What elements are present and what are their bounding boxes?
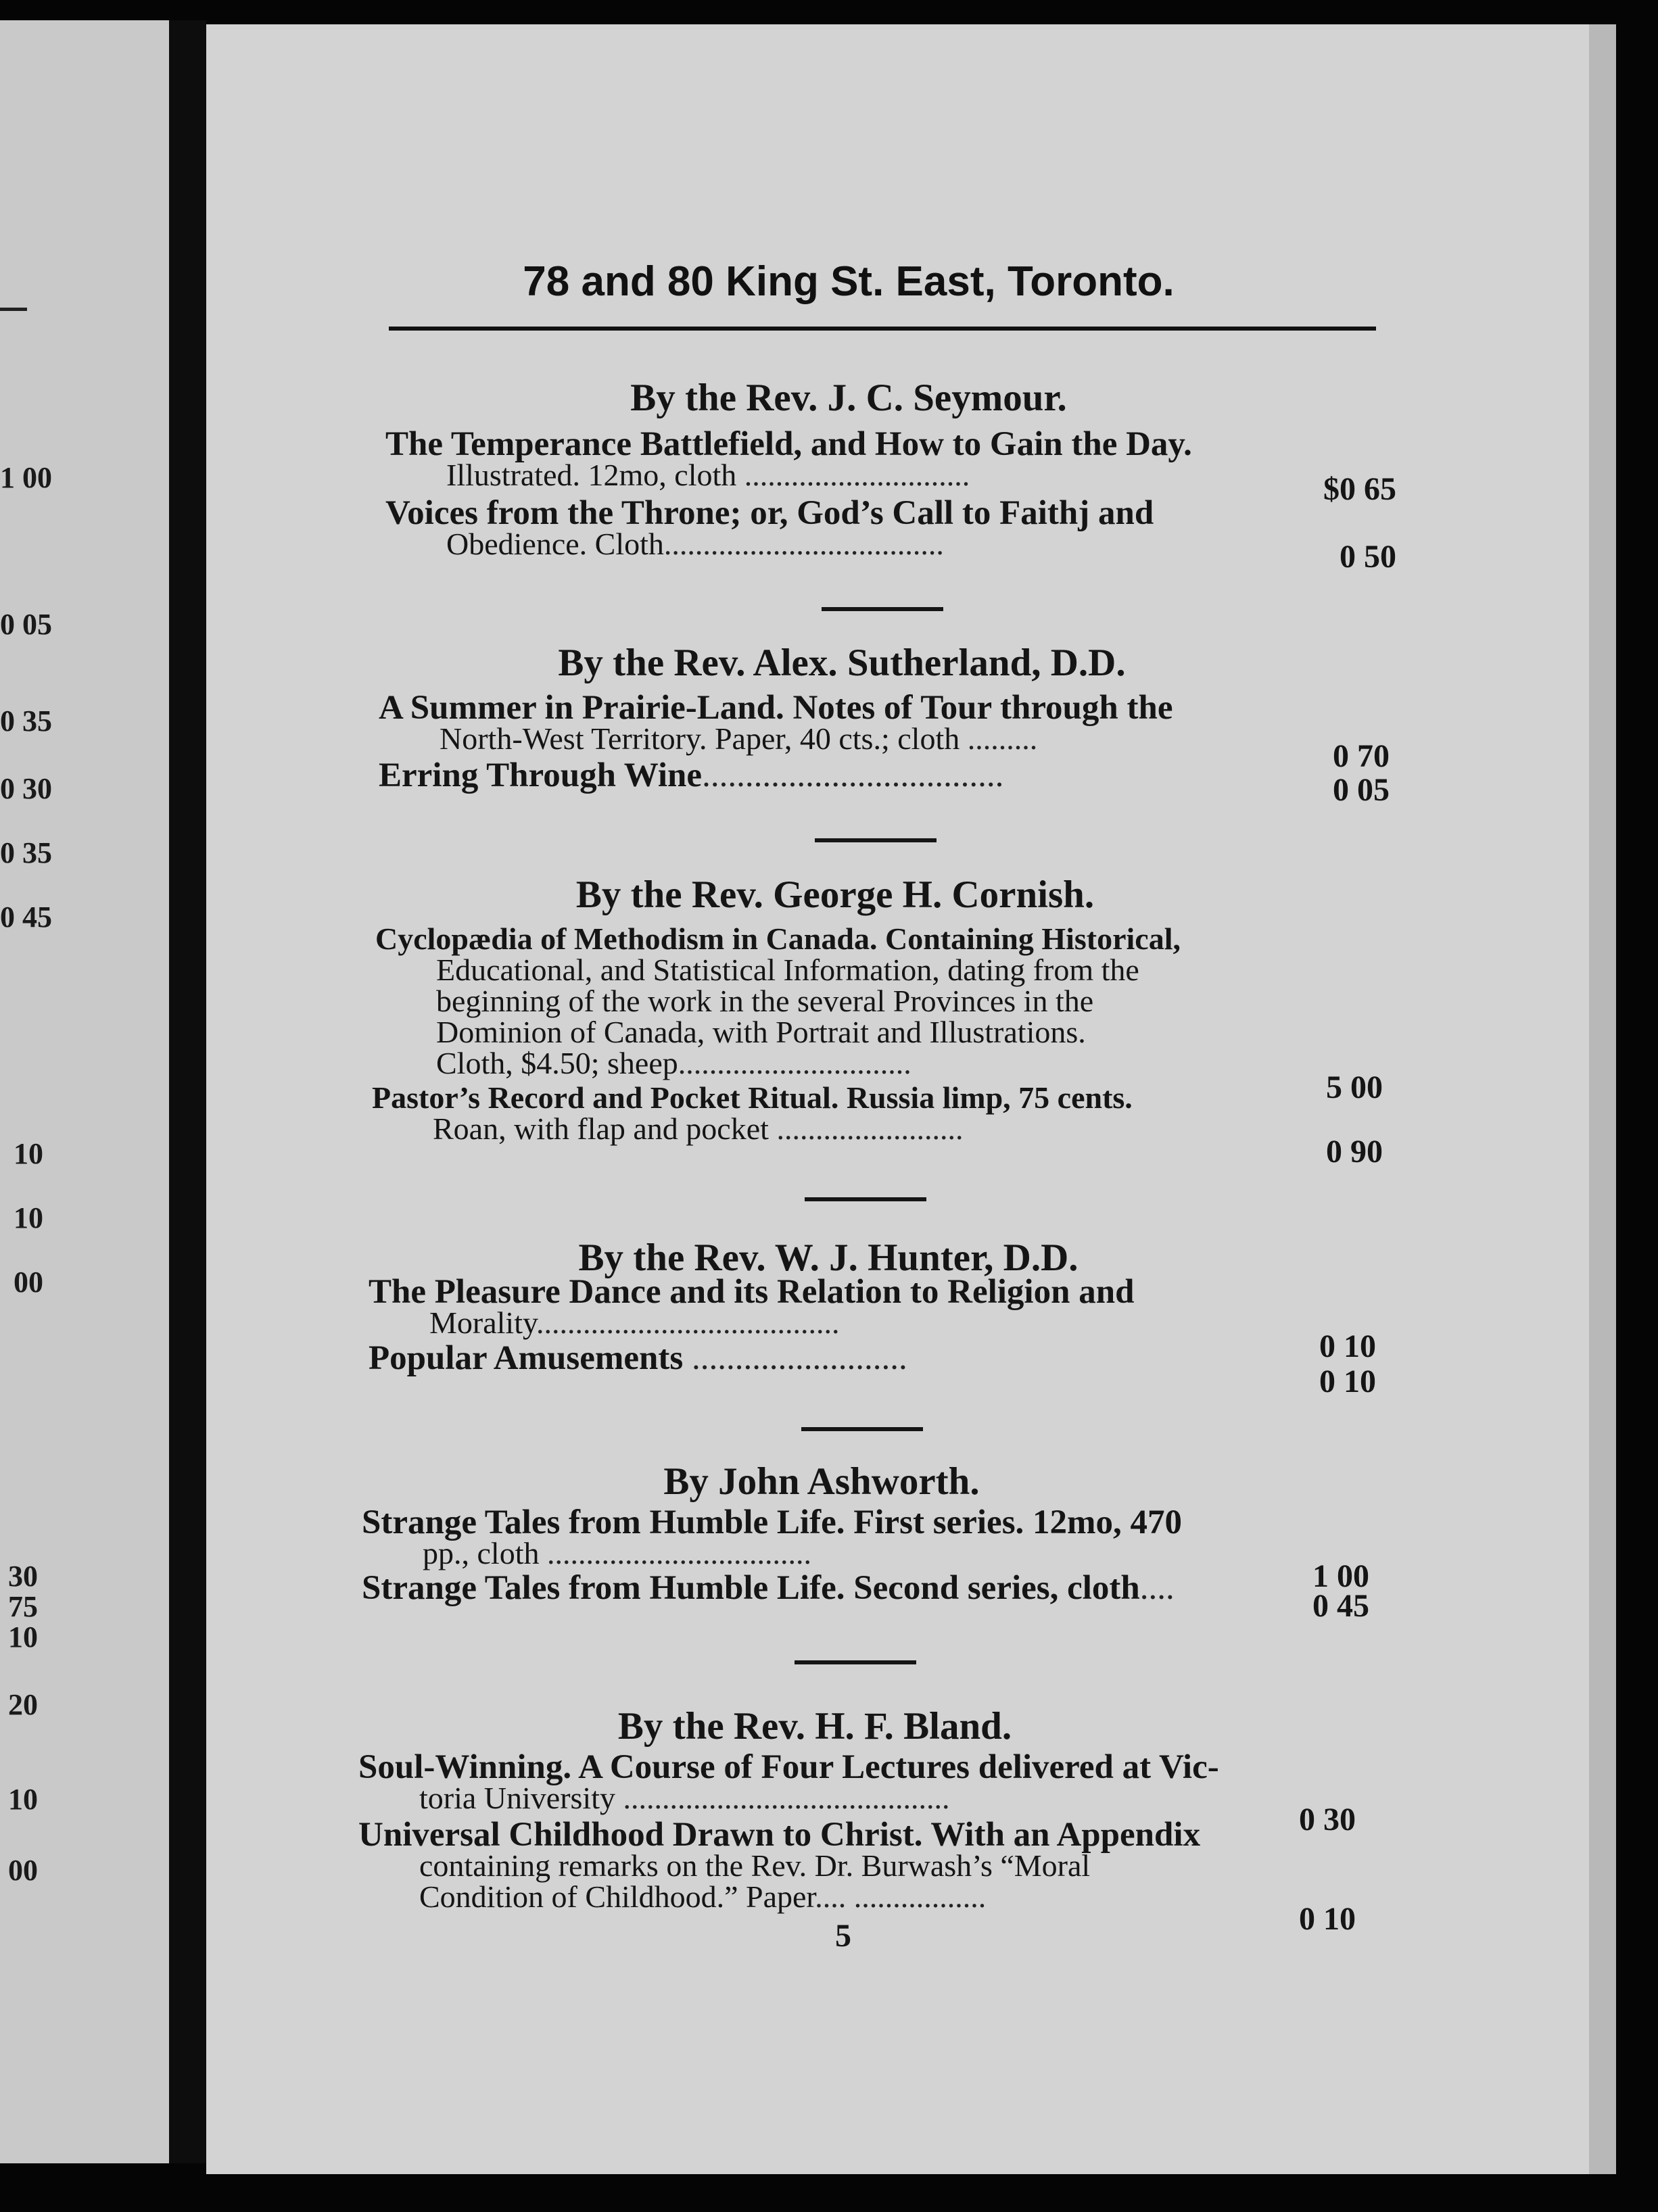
section-separator [801, 1427, 923, 1431]
book-binding [169, 20, 206, 2163]
left-price: 30 [8, 1560, 38, 1593]
book-detail: North-West Territory. Paper, 40 cts.; cloth [440, 721, 960, 756]
section-separator [822, 607, 943, 611]
author-heading: By the Rev. George H. Cornish. [575, 873, 1095, 916]
author-heading: By John Ashworth. [663, 1460, 980, 1503]
book-detail: Roan, with flap and pocket [433, 1111, 769, 1146]
book-price: 0 05 [1333, 772, 1390, 808]
book-price: 0 30 [1299, 1802, 1356, 1837]
left-price: 10 [8, 1620, 38, 1654]
book-detail: Obedience. Cloth [446, 527, 664, 561]
book-detail: Cloth, $4.50; sheep [436, 1046, 678, 1080]
book-entry: The Temperance Battlefield, and How to Gain the Day. Illustrated. 12mo, cloth ............................. [385, 429, 1501, 491]
page-number: 5 [835, 1918, 851, 1954]
book-title: The Pleasure Dance and its Relation to Religion and [369, 1273, 1135, 1311]
book-price: $0 65 [1323, 471, 1396, 507]
book-detail: Illustrated. 12mo, cloth [446, 458, 737, 492]
left-price: 20 [8, 1688, 38, 1721]
left-page-fragment [0, 20, 169, 2163]
book-entry: Strange Tales from Humble Life. First series. 12mo, 470 pp., cloth .................................. [362, 1507, 1498, 1569]
book-title: A Summer in Prairie-Land. Notes of Tour through the [379, 689, 1173, 727]
left-price: 10 [8, 1783, 38, 1816]
book-price: 0 10 [1319, 1328, 1376, 1364]
book-price: 0 90 [1326, 1134, 1383, 1170]
book-title: Erring Through Wine [379, 756, 703, 794]
left-price: 1 00 [0, 461, 52, 494]
left-price: 00 [8, 1854, 38, 1887]
book-title: Universal Childhood Drawn to Christ. With an Appendix [358, 1816, 1201, 1854]
section-separator [815, 838, 937, 842]
book-price: 0 50 [1340, 539, 1396, 575]
book-entry: Universal Childhood Drawn to Christ. With an Appendix containing remarks on the Rev. Dr. Burwash’s “Moral Condition of Childhood.” Paper.... ................. [358, 1819, 1501, 1913]
book-title: Pastor’s Record and Pocket Ritual. Russia limp, 75 cents. [372, 1080, 1133, 1115]
left-price: 10 [14, 1201, 43, 1234]
book-entry: Cyclopædia of Methodism in Canada. Containing Historical, Educational, and Statistical Information, dating from the beginning of the work in the several Provinces in the Dominion of Canada, with Portrait and Illustrations. Cloth, $4.50; sheep.............................. [375, 923, 1505, 1079]
book-title: Voices from the Throne; or, God’s Call to Faithj and [385, 494, 1154, 532]
book-entry: Popular Amusements ......................... [369, 1339, 907, 1377]
running-head: 78 and 80 King St. East, Toronto. [523, 258, 1175, 305]
left-price: 0 45 [0, 900, 52, 934]
book-detail: Dominion of Canada, with Portrait and Illustrations. [436, 1015, 1086, 1049]
book-detail: Educational, and Statistical Information, dating from the [436, 953, 1139, 987]
left-price: 00 [14, 1266, 43, 1299]
author-heading: By the Rev. W. J. Hunter, D.D. [578, 1236, 1079, 1279]
header-rule [389, 327, 1376, 331]
book-price: 5 00 [1326, 1069, 1383, 1105]
book-detail: toria University [419, 1781, 615, 1815]
book-title: Cyclopædia of Methodism in Canada. Containing Historical, [375, 921, 1181, 956]
author-heading: By the Rev. Alex. Sutherland, D.D. [558, 642, 1126, 684]
book-price: 0 10 [1319, 1364, 1376, 1399]
left-price: 0 35 [0, 704, 52, 738]
book-entry: A Summer in Prairie-Land. Notes of Tour through the North-West Territory. Paper, 40 cts.; cloth ......... [379, 692, 1501, 754]
book-entry: The Pleasure Dance and its Relation to Religion and Morality....................................... [369, 1276, 1498, 1339]
left-price: 75 [8, 1590, 38, 1623]
left-price: 0 05 [0, 608, 52, 641]
section-separator [795, 1660, 916, 1664]
book-entry: Pastor’s Record and Pocket Ritual. Russia limp, 75 cents. Roan, with flap and pocket ........................ [372, 1082, 1501, 1145]
left-page-rule [0, 308, 27, 311]
book-title: Soul-Winning. A Course of Four Lectures delivered at Vic- [358, 1748, 1219, 1786]
book-price: 0 45 [1312, 1588, 1369, 1624]
book-price: 1 00 [1312, 1558, 1369, 1594]
book-entry: Voices from the Throne; or, God’s Call to Faithj and Obedience. Cloth.................................... [385, 498, 1501, 560]
book-detail: containing remarks on the Rev. Dr. Burwash’s “Moral [419, 1848, 1091, 1883]
book-title: Popular Amusements [369, 1339, 684, 1377]
left-price: 10 [14, 1137, 43, 1170]
book-entry: Erring Through Wine................................... [379, 756, 1004, 794]
catalogue-page [206, 24, 1616, 2174]
book-detail: Morality [429, 1305, 536, 1340]
book-title: Strange Tales from Humble Life. First series. 12mo, 470 [362, 1504, 1183, 1541]
book-title: The Temperance Battlefield, and How to Gain the Day. [385, 425, 1192, 463]
book-detail: beginning of the work in the several Provinces in the [436, 984, 1094, 1018]
section-separator [805, 1197, 926, 1201]
left-price: 0 30 [0, 772, 52, 805]
book-entry: Soul-Winning. A Course of Four Lectures delivered at Vic- toria University .......................................... [358, 1752, 1501, 1814]
book-title: Strange Tales from Humble Life. Second series, cloth [362, 1569, 1140, 1607]
author-heading: By the Rev. J. C. Seymour. [630, 377, 1067, 419]
book-detail: pp., cloth [423, 1536, 540, 1570]
book-entry: Strange Tales from Humble Life. Second series, cloth.... [362, 1569, 1175, 1607]
book-detail: Condition of Childhood.” Paper [419, 1879, 815, 1914]
book-price: 0 70 [1333, 738, 1390, 774]
page-edge-shadow [1589, 24, 1616, 2174]
left-price: 0 35 [0, 836, 52, 869]
book-price: 0 10 [1299, 1901, 1356, 1937]
author-heading: By the Rev. H. F. Bland. [617, 1705, 1012, 1748]
